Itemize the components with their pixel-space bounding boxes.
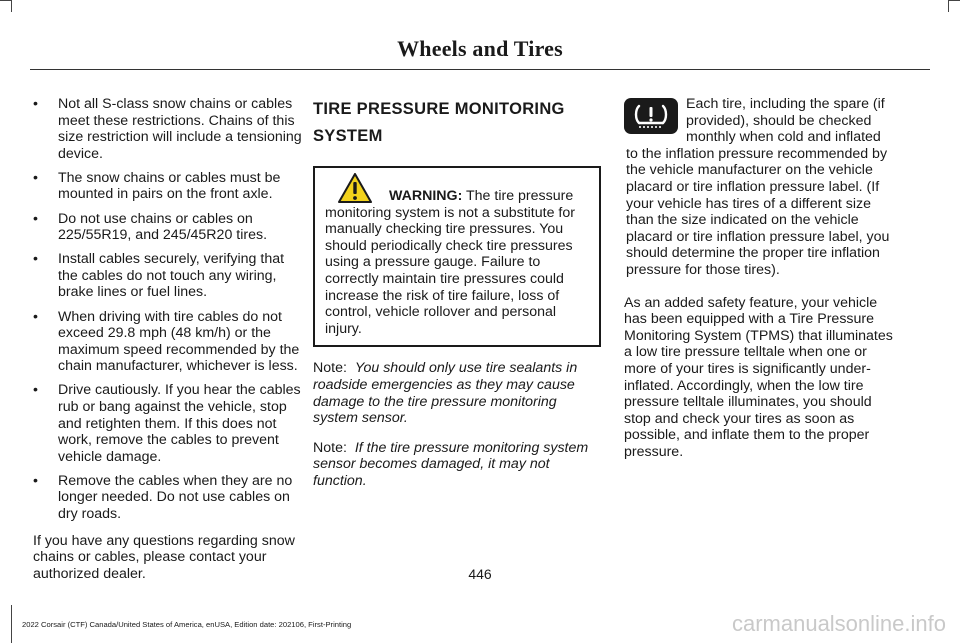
list-item: • When driving with tire cables do not exceed 29.8 mph (48 km/h) or the maximum speed recommended by the chain manufacturer, whichever is less. [33, 309, 307, 375]
watermark: carmanualsonline.info [731, 611, 946, 636]
tpms-safety-paragraph: As an added safety feature, your vehicle has been equipped with a Tire Pressure Monitoring System (TPMS) that illuminates a low tire pressure telltale when one or more of your tires is significantly under-inflated. Accordingly, when the low tire pressure telltale illuminates, you should stop and check your tires as soon as possible, and inflate them to the proper pressure. [624, 294, 893, 460]
edition-footer: 2022 Corsair (CTF) Canada/United States of America, enUSA, Edition date: 202106, First-Printing [22, 620, 352, 629]
crop-mark-bottom-left [11, 605, 12, 643]
page-title: Wheels and Tires [397, 36, 563, 61]
list-item: • Drive cautiously. If you hear the cables rub or bang against the vehicle, stop and retighten them. If this does not work, remove the cables to prevent vehicle damage. [33, 382, 307, 465]
note-sealant [313, 360, 601, 426]
list-item: • Do not use chains or cables on 225/55R19, and 245/45R20 tires. [33, 211, 307, 244]
right-column [624, 96, 896, 460]
tire-pressure-telltale-icon [624, 98, 678, 134]
header-rule [30, 69, 930, 70]
crop-mark-top-right-v [948, 0, 949, 12]
list-item: • The snow chains or cables must be mounted in pairs on the front axle. [33, 170, 307, 203]
note-text: If the tire pressure monitoring system sensor becomes damaged, it may not function. [313, 439, 589, 489]
monthly-check-paragraph: Each tire, including the spare (if provided), should be checked monthly when cold and inflated to the inflation pressure recommended by the vehicle manufacturer on the vehicle placard or tire inflation pressure label. (If your vehicle has tires of a different size than the size indicated on the vehicle placard or tire inflation pressure label, you should determine the proper tire inflation pressure for those tires). [626, 96, 890, 278]
section-heading-line2: SYSTEM [313, 127, 383, 145]
dealer-contact-paragraph: If you have any questions regarding snow chains or cables, please contact your authorized dealer. [33, 532, 295, 582]
crop-mark-top-right [948, 0, 960, 1]
warning-label: WARNING: [389, 188, 463, 204]
note-text: You should only use tire sealants in roadside emergencies as they may cause damage to the tire pressure monitoring system sensor. [313, 360, 578, 427]
note-label: Note: [313, 439, 347, 456]
section-heading-line1: TIRE PRESSURE MONITORING [313, 100, 565, 118]
list-item: • Remove the cables when they are no longer needed. Do not use cables on dry roads. [33, 473, 307, 523]
warning-triangle-icon [338, 173, 372, 203]
snow-chain-bullet-list [33, 96, 307, 523]
note-label: Note: [313, 360, 347, 377]
warning-text [325, 188, 589, 337]
crop-mark-top-left-v [11, 0, 12, 12]
left-column [33, 96, 307, 582]
middle-column [313, 96, 601, 490]
page-number: 446 [468, 566, 492, 582]
list-item: • Not all S-class snow chains or cables meet these restrictions. Chains of this size restriction will include a tensioning device. [33, 96, 307, 162]
note-sensor-damage [313, 440, 601, 490]
warning-box [313, 166, 601, 347]
list-item: • Install cables securely, verifying that the cables do not touch any wiring, brake lines or fuel lines. [33, 251, 307, 301]
warning-body: The tire pressure monitoring system is not a substitute for manually checking tire pressures. You should periodically check tire pressures using a pressure gauge. Failure to correctly maintain tire pressures could increase the risk of tire failure, loss of control, vehicle rollover and personal injury. [325, 188, 575, 337]
section-heading [313, 98, 601, 148]
tire-pressure-symbol [630, 102, 672, 130]
